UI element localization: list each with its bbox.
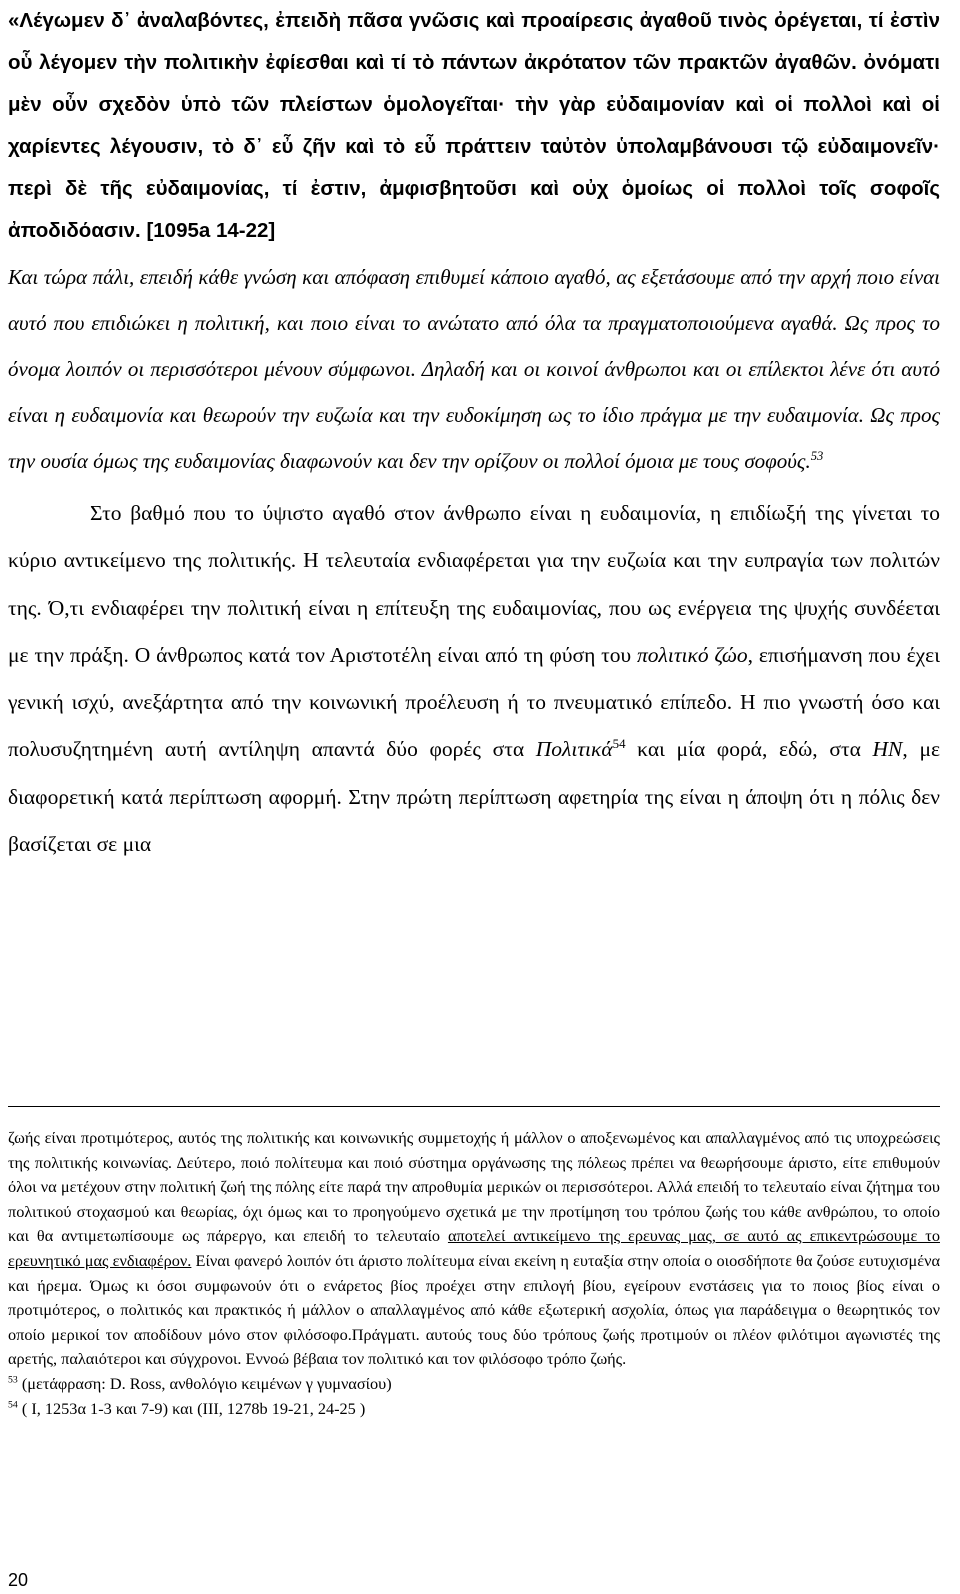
footnote-text: ( Ι, 1253α 1-3 και 7-9) και (ΙΙΙ, 1278b 19-21, 24-25 ) — [17, 1398, 366, 1418]
footnote-number: 53 — [8, 1374, 18, 1386]
greek-translation — [8, 254, 940, 484]
footnote-text-underlined: αποτελεί αντικείμενο της ερευνας μας, σε αυτό ας επικεντρώσουμε το ερευνητικό μας ενδιαφέρον. — [8, 1226, 940, 1270]
document-page — [8, 0, 940, 868]
body-text-part4: , με διαφορετική κατά περίπτωση αφορμή. Στην πρώτη περίπτωση αφετηρία της είναι η άποψη ότι η πόλις δεν βασίζεται σε μια — [8, 737, 941, 857]
footnote-53 — [8, 1372, 940, 1397]
body-italic-political-animal: πολιτικό ζώο — [637, 642, 748, 667]
footnote-54 — [8, 1397, 940, 1422]
footnote-continuation — [8, 1126, 940, 1372]
greek-quotation: «Λέγωμεν δ᾽ ἀναλαβόντες, ἐπειδὴ πᾶσα γνῶσις καὶ προαίρεσις ἀγαθοῦ τινὸς ὀρέγεται, τί ἐστὶν οὗ λέγομεν τὴν πολιτικὴν ἐφίεσθαι καὶ τί τὸ πάντων ἀκρότατον τῶν πρακτῶν ἀγαθῶν. ὀνόματι μὲν οὖν σχεδὸν ὑπὸ τῶν πλείστων ὁμολογεῖται· τὴν γὰρ εὐδαιμονίαν καὶ οἱ πολλοὶ καὶ οἱ χαρίεντες λέγουσιν, τὸ δ᾽ εὖ ζῆν καὶ τὸ εὖ πράττειν ταὐτὸν ὑπολαμβάνουσι τῷ εὐδαιμονεῖν· περὶ δὲ τῆς εὐδαιμονίας, τί ἐστιν, ἀμφισβητοῦσι καὶ οὐχ ὁμοίως οἱ πολλοὶ τοῖς σοφοῖς ἀποδιδόασιν. [1095a 14-22] — [8, 9, 940, 242]
footnote-text-before: ζωής είναι προτιμότερος, αυτός της πολιτικής και κοινωνικής συμμετοχής ή μάλλον ο αποξενωμένος και απαλλαγμένος από τις υποχρεώσεις της πολιτικής κοινωνίας. Δεύτερο, ποιό πολίτευμα και ποιό σύστημα οργάνωσης της πόλεως πρέπει να θεωρήσουμε άριστο, είτε επιθυμούν όλοι να μετέχουν στην πολιτική ζωή της πόλης είτε παρά την απροθυμία μερικών οι περισσότεροι. Αλλά επειδή το τελευταίο είναι ζήτημα του πολιτικού στοχασμού και θεωρίας, όχι όμως και το προηγούμενο σχετικά με την προτίμηση του τρόπου ζωής του κάθε ανθρώπου, το οποίο και θα αντιμετωπίσουμε ως πάρεργο, και επειδή το τελευταίο — [8, 1128, 940, 1246]
footnote-number: 54 — [8, 1399, 18, 1411]
body-paragraph — [8, 490, 940, 868]
footnote-text-after: Είναι φανερό λοιπόν ότι άριστο πολίτευμα είναι εκείνη η ευταξία στην οποία ο οιοσδήποτε θα ζούσε ευτυχισμένα και ήρεμα. Όμως κι όσοι συμφωνούν ότι ο ενάρετος βίος προέχει στην επιλογή βίου, εγείρουν ενστάσεις για το ποιος βίος είναι ο προτιμότερος, ο πολιτικός και πρακτικός ή μάλλον ο απαλλαγμένος από κάθε εξωτερική ασχολία, όπως για παράδειγμα ο θεωρητικός τον οποίο μερικοί τον αποδίδουν μόνο στον φιλόσοφο.Πράγματι. αυτούς τους δύο τρόπους ζωής προτιμούν οι πλέον φιλότιμοι αγωνιστές της αρετής, παλαιότεροι και σύγχρονοι. Εννοώ βέβαια τον πολιτικό και τον φιλόσοφο τρόπο ζωής. — [8, 1250, 940, 1369]
footnote-separator — [8, 1106, 940, 1107]
footnotes-section — [8, 1126, 940, 1421]
footnote-text: (μετάφραση: D. Ross, ανθολόγιο κειμένων γ γυμνασίου) — [17, 1373, 392, 1393]
translation-text: Και τώρα πάλι, επειδή κάθε γνώση και απόφαση επιθυμεί κάποιο αγαθό, ας εξετάσουμε από την αρχή ποιο είναι αυτό που επιδιώκει η πολιτική, και ποιο είναι το ανώτατο από όλα τα πραγματοποιούμενα αγαθά. Ως προς το όνομα λοιπόν οι περισσότεροι μένουν σύμφωνοι. Δηλαδή και οι κοινοί άνθρωποι και οι επίλεκτοι λένε ότι αυτό είναι η ευδαιμονία και θεωρούν την ευζωία και την ευδοκίμηση ως το ίδιο πράγμα με την ευδαιμονία. Ως προς την ουσία όμως της ευδαιμονίας διαφωνούν και δεν την ορίζουν οι πολλοί όμοια με τους σοφούς. — [8, 265, 940, 473]
body-text-part1: Στο βαθμό που το ύψιστο αγαθό στον άνθρωπο είναι η ευδαιμονία, η επιδίωξή της γίνεται το κύριο αντικείμενο της πολιτικής. Η τελευταία ενδιαφέρεται για την ευζωία και την ευπραγία των πολιτών της. Ό,τι ενδιαφέρει την πολιτική είναι η επίτευξη της ευδαιμονίας, που ως ενέργεια της ψυχής συνδέεται με την πράξη. Ο άνθρωπος κατά τον Αριστοτέλη είναι από τη φύση του — [8, 501, 940, 667]
body-italic-politics: Πολιτικά — [535, 737, 613, 762]
footnote-ref-53[interactable]: 53 — [810, 449, 824, 463]
page-number: 20 — [8, 1570, 29, 1590]
body-italic-hn: ΗΝ — [872, 737, 903, 762]
body-text-part2: , επισήμανση που έχει γενική ισχύ, ανεξάρτητα από την κοινωνική προέλευση ή το πνευματικό επίπεδο. Η πιο γνωστή όσο και πολυσυζητημένη αυτή αντίληψη απαντά δύο φορές στα — [8, 642, 940, 762]
body-text-part3: και μία φορά, εδώ, στα — [625, 737, 873, 762]
footnote-ref-54[interactable]: 54 — [612, 737, 626, 752]
